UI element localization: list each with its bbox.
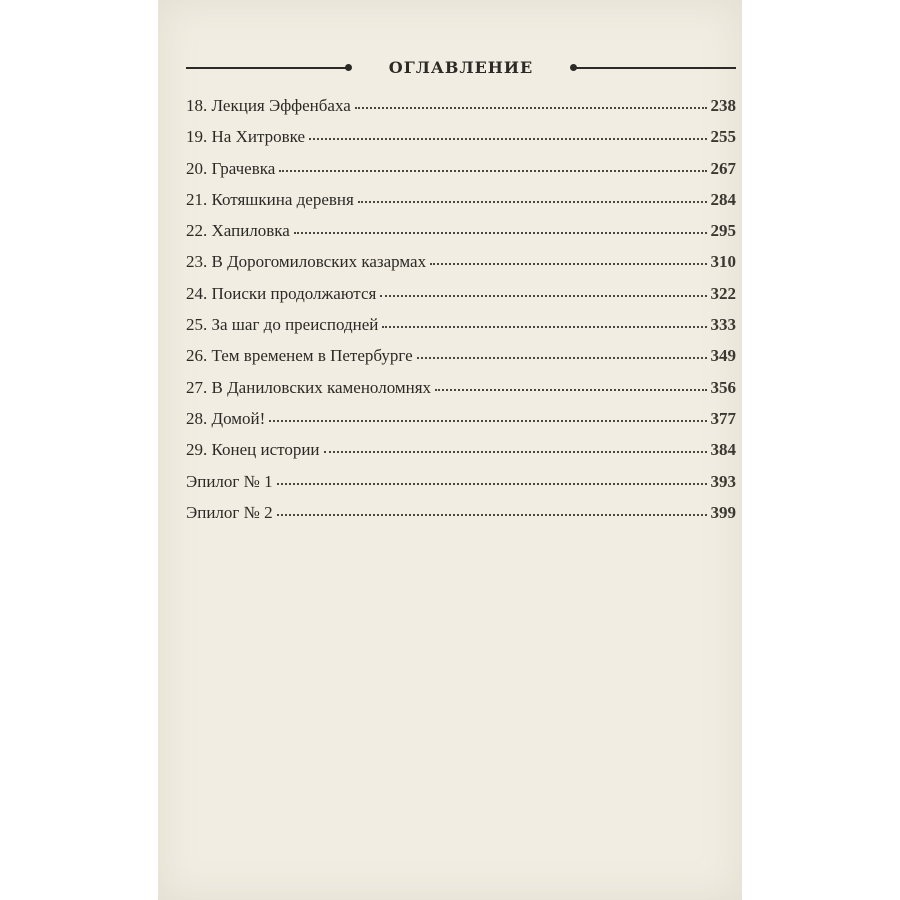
toc-entry-page: 255	[710, 127, 736, 147]
toc-entry	[186, 221, 736, 252]
dot-leader	[435, 389, 706, 391]
dot-leader	[279, 170, 706, 172]
header-rule-right	[576, 67, 736, 69]
dot-leader	[294, 232, 707, 234]
toc-entry-title: 29. Конец истории	[186, 440, 320, 460]
toc-entry-title: 21. Котяшкина деревня	[186, 189, 354, 209]
toc-entry	[186, 378, 736, 409]
toc-entry-title: 26. Тем временем в Петербурге	[186, 346, 413, 366]
toc-entry-title: 23. В Дорогомиловских казармах	[186, 252, 427, 272]
dot-leader	[277, 514, 707, 516]
toc-entry	[186, 252, 736, 283]
toc-entry	[186, 284, 736, 315]
toc-entry-title: 25. За шаг до преисподней	[186, 315, 379, 335]
toc-entry	[186, 315, 736, 346]
toc-entry	[186, 440, 736, 471]
toc-title: ОГЛАВЛЕНИЕ	[388, 58, 534, 77]
dot-leader	[269, 420, 706, 422]
toc-entry-title: 28. Домой!	[186, 408, 266, 428]
toc-entry	[186, 346, 736, 377]
header-ornament-dot-left	[345, 64, 352, 71]
dot-leader	[277, 483, 707, 485]
toc-entry-title: 20. Грачевка	[186, 158, 276, 178]
dot-leader	[355, 107, 707, 109]
toc-entry-page: 267	[710, 158, 736, 178]
toc-entry-title: Эпилог № 2	[186, 502, 273, 522]
header-rule-left	[186, 67, 346, 69]
dot-leader	[309, 138, 707, 140]
toc-entry-page: 295	[710, 221, 736, 241]
toc-entry	[186, 190, 736, 221]
toc-entry	[186, 409, 736, 440]
toc-entry	[186, 503, 736, 534]
toc-entry-page: 377	[710, 408, 736, 428]
toc-entry-page: 238	[710, 96, 736, 115]
dot-leader	[380, 295, 706, 297]
dot-leader	[417, 357, 707, 359]
toc-entry-title: 24. Поиски продолжаются	[186, 283, 377, 303]
toc-entry-title: 18. Лекция Эффенбаха	[186, 96, 351, 115]
toc-entry-page: 284	[710, 189, 736, 209]
toc-entry-title: 22. Хапиловка	[186, 221, 290, 241]
dot-leader	[430, 263, 706, 265]
toc-entry	[186, 159, 736, 190]
toc-entry-page: 322	[710, 283, 736, 303]
toc-entry-page: 393	[710, 471, 736, 491]
toc-entry-title: 19. На Хитровке	[186, 127, 305, 147]
dot-leader	[358, 201, 707, 203]
toc-list	[186, 96, 736, 534]
toc-entry-title: 27. В Даниловских каменоломнях	[186, 377, 432, 397]
toc-entry-page: 399	[710, 502, 736, 522]
toc-header	[186, 56, 736, 80]
dot-leader	[324, 451, 707, 453]
toc-entry-page: 310	[710, 252, 736, 272]
dot-leader	[382, 326, 706, 328]
toc-entry-page: 349	[710, 346, 736, 366]
toc-entry-page: 384	[710, 440, 736, 460]
toc-entry	[186, 472, 736, 503]
toc-entry-page: 356	[710, 377, 736, 397]
toc-entry	[186, 127, 736, 158]
toc-entry-page: 333	[710, 315, 736, 335]
toc-entry-title: Эпилог № 1	[186, 471, 273, 491]
toc-entry	[186, 96, 736, 127]
